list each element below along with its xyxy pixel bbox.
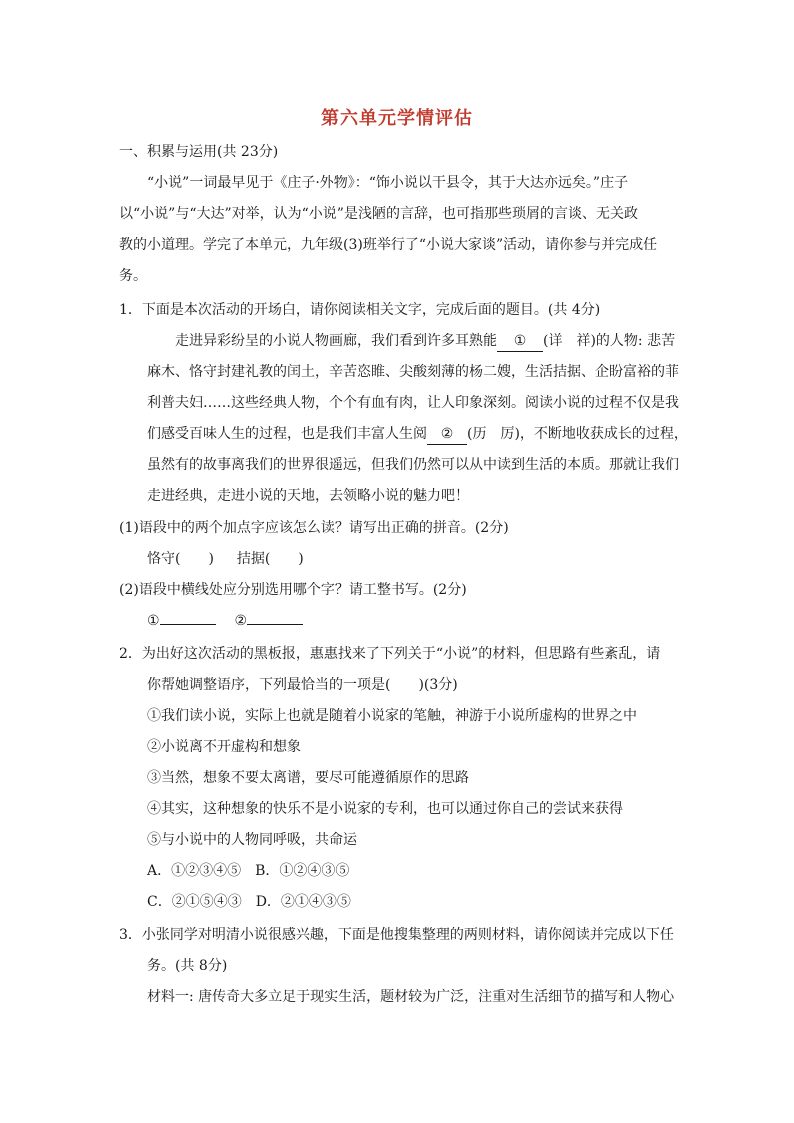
passage-line-4 [147,424,688,445]
passage-line-3: 利普夫妇……这些经典人物，个个有血有肉，让人印象深刻。阅读小说的过程不仅是我 [147,395,679,411]
sentence-item-4: ④其实，这种想象的快乐不是小说家的专利，也可以通过你自己的尝试来获得 [147,801,623,817]
sentence-item-5: ⑤与小说中的人物同呼吸，共命运 [147,832,357,848]
material-1-text: 材料一: 唐传奇大多立足于现实生活，题材较为广泛，注重对生活细节的描写和人物心 [147,989,675,1005]
question-2-stem-2: 你帮她调整语序，下列最恰当的一项是( )(3分) [147,677,458,693]
passage-line-2: 麻木、恪守封建礼教的闰土，辛苦恣睢、尖酸刻薄的杨二嫂，生活拮据、企盼富裕的菲 [147,364,679,380]
sentence-item-1: ①我们读小说，实际上也就是随着小说家的笔触，神游于小说所虚构的世界之中 [147,708,637,724]
options-row-2: C．②①⑤④③ D．②①④③⑤ [147,894,351,910]
passage-text: 走进异彩纷呈的小说人物画廊，我们看到许多耳熟能 [175,333,497,349]
pinyin-answer-2: 拮据( ) [236,551,304,567]
intro-line-1: “小说”一词最早见于《庄子·外物》：“饰小说以干县令，其于大达亦远矣。”庄子 [147,175,629,191]
passage-line-6: 走进经典，走进小说的天地，去领略小说的魅力吧！ [147,488,469,504]
pinyin-answer-1: 恪守( ) [147,551,214,567]
intro-line-4: 务。 [119,268,147,284]
question-3-stem-2: 务。(共 8分) [147,958,228,974]
question-2-stem-1: 2．为出好这次活动的黑板报，惠惠找来了下列关于“小说”的材料，但思路有些紊乱，请 [119,646,661,662]
blank-1: ① [497,331,543,352]
sentence-item-3: ③当然，想象不要太离谱，要尽可能遵循原作的思路 [147,770,469,786]
intro-line-2: 以“小说”与“大达”对举，认为“小说”是浅陋的言辞，也可指那些琐屑的言谈、无关政 [119,206,638,222]
answer-blank-1 [160,624,216,625]
passage-line-5: 虽然有的故事离我们的世界很遥远，但我们仍然可以从中读到生活的本质。那就让我们 [147,457,679,473]
answer-label-1: ① [147,613,160,629]
sub-question-2: (2)语段中横线处应分别选用哪个字？请工整书写。(2分) [119,582,467,598]
blank-2: ② [427,424,467,445]
pinyin-answer-row [147,549,304,569]
page-title: 第六单元学情评估 [321,108,473,129]
passage-text: (历 厉)，不断地收获成长的过程， [467,426,688,442]
answer-blank-2 [247,624,303,625]
passage-text: (详 祥)的人物: 悲苦 [543,333,676,349]
question-1-stem: 1．下面是本次活动的开场白，请你阅读相关文字，完成后面的题目。(共 4分) [119,302,601,318]
sub-question-1: (1)语段中的两个加点字应该怎么读？请写出正确的拼音。(2分) [119,520,509,536]
intro-line-3: 教的小道理。学完了本单元，九年级(3)班举行了“小说大家谈”活动，请你参与并完成任 [119,237,658,253]
options-row-1: A．①②③④⑤ B．①②④③⑤ [147,863,350,879]
section-heading: 一、积累与运用(共 23分) [119,144,279,160]
write-answer-row [147,611,303,631]
passage-text: 们感受百味人生的过程，也是我们丰富人生阅 [147,426,427,442]
sentence-item-2: ②小说离不开虚构和想象 [147,739,301,755]
passage-line-1 [175,331,675,352]
answer-label-2: ② [234,613,248,629]
question-3-stem-1: 3．小张同学对明清小说很感兴趣，下面是他搜集整理的两则材料，请你阅读并完成以下任 [119,927,674,943]
